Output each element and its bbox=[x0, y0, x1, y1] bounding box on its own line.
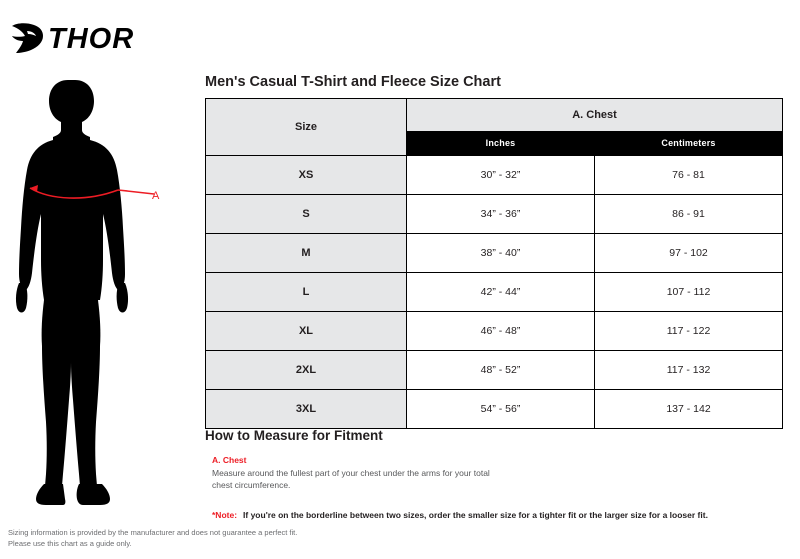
column-header-inches: Inches bbox=[407, 131, 595, 155]
note-line bbox=[212, 510, 708, 520]
cell-inches: 46” - 48” bbox=[407, 312, 595, 351]
page-title: Men's Casual T-Shirt and Fleece Size Chart bbox=[205, 74, 501, 90]
column-group-header-chest: A. Chest bbox=[407, 99, 783, 132]
thor-helmet-icon bbox=[10, 22, 46, 54]
measure-key-chest: A. Chest bbox=[212, 455, 247, 465]
chest-measure-label: A bbox=[152, 190, 160, 202]
cell-centimeters: 137 - 142 bbox=[595, 390, 783, 429]
table-row bbox=[206, 195, 783, 234]
cell-inches: 34” - 36” bbox=[407, 195, 595, 234]
cell-size: L bbox=[206, 273, 407, 312]
table-row bbox=[206, 273, 783, 312]
cell-size: 3XL bbox=[206, 390, 407, 429]
cell-size: 2XL bbox=[206, 351, 407, 390]
measure-description: Measure around the fullest part of your chest under the arms for your total chest circumference. bbox=[212, 468, 490, 490]
cell-size: XS bbox=[206, 156, 407, 195]
cell-inches: 42” - 44” bbox=[407, 273, 595, 312]
how-to-measure-title: How to Measure for Fitment bbox=[205, 428, 383, 443]
cell-centimeters: 117 - 122 bbox=[595, 312, 783, 351]
table-header-row-group bbox=[206, 99, 783, 132]
right-panel bbox=[205, 0, 795, 559]
column-header-centimeters: Centimeters bbox=[595, 131, 783, 155]
disclaimer-line-2: Please use this chart as a guide only. bbox=[8, 539, 132, 548]
brand-logo bbox=[10, 22, 190, 56]
table-row bbox=[206, 234, 783, 273]
column-header-size: Size bbox=[206, 99, 407, 156]
body-figure bbox=[8, 78, 193, 508]
table-row bbox=[206, 156, 783, 195]
cell-size: M bbox=[206, 234, 407, 273]
table-row bbox=[206, 390, 783, 429]
disclaimer-line-1: Sizing information is provided by the manufacturer and does not guarantee a perfect fit. bbox=[8, 528, 298, 537]
male-silhouette-icon bbox=[8, 78, 193, 508]
cell-inches: 48” - 52” bbox=[407, 351, 595, 390]
cell-size: S bbox=[206, 195, 407, 234]
cell-centimeters: 86 - 91 bbox=[595, 195, 783, 234]
cell-centimeters: 107 - 112 bbox=[595, 273, 783, 312]
note-label: *Note: bbox=[212, 510, 238, 520]
cell-inches: 38” - 40” bbox=[407, 234, 595, 273]
note-text: If you're on the borderline between two sizes, order the smaller size for a tighter fit or the larger size for a looser fit. bbox=[243, 510, 708, 520]
brand-wordmark: THOR bbox=[48, 23, 135, 55]
table-row bbox=[206, 351, 783, 390]
cell-centimeters: 97 - 102 bbox=[595, 234, 783, 273]
table-row bbox=[206, 312, 783, 351]
cell-inches: 54” - 56” bbox=[407, 390, 595, 429]
cell-centimeters: 76 - 81 bbox=[595, 156, 783, 195]
size-chart-table bbox=[205, 98, 783, 429]
cell-inches: 30” - 32” bbox=[407, 156, 595, 195]
cell-centimeters: 117 - 132 bbox=[595, 351, 783, 390]
cell-size: XL bbox=[206, 312, 407, 351]
